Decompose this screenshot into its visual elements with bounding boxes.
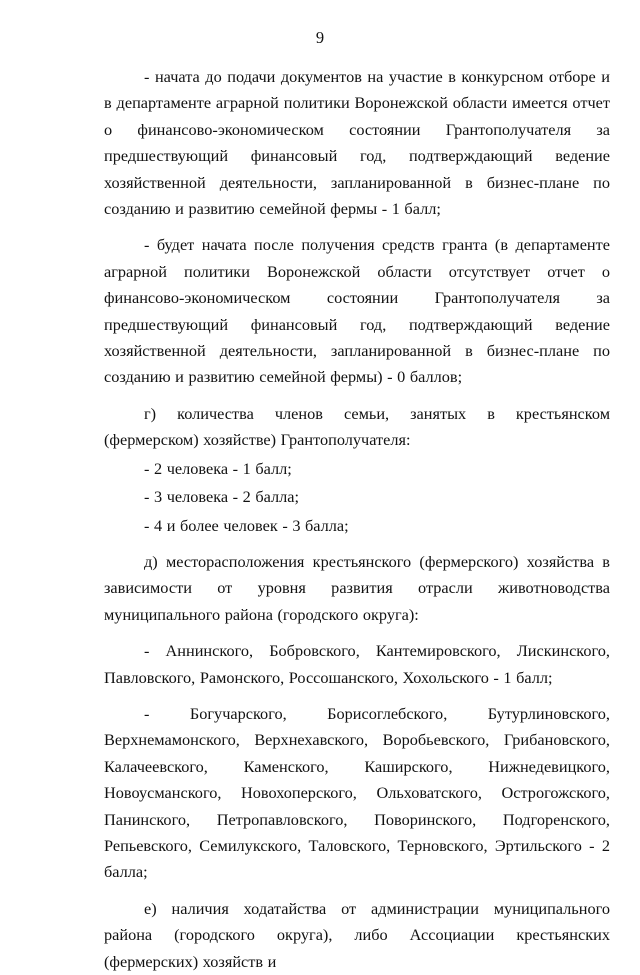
paragraph-petition-criterion: е) наличия ходатайства от администрации муниципального района (городского округа), либо Ассоциации крестьянских (фермерских) хозяйств и <box>104 898 610 971</box>
list-item-districts-two-points: - Богучарского, Борисоглебского, Бутурлиновского, Верхнемамонского, Верхнехавского, Воробьевского, Грибановского, Калачеевского, Каменского, Каширского, Нижнедевицкого, Новоусманского, Новохоперского, Ольховатского, Острогожского, Панинского, Петропавловского, Поворинского, Подгоренского, Репьевского, Семилукского, Таловского, Терновского, Эртильского - 2 балла; <box>104 703 610 882</box>
paragraph-farm-location-criterion: д) месторасположения крестьянского (фермерского) хозяйства в зависимости от уровня развития отрасли животноводства муниципального района (городского округа): <box>104 551 610 624</box>
list-item-four-or-more-persons: - 4 и более человек - 3 балла; <box>144 515 349 535</box>
list-item-districts-one-point: - Аннинского, Бобровского, Кантемировского, Лискинского, Павловского, Рамонского, Россошанского, Хохольского - 1 балл; <box>104 641 610 687</box>
paragraph-family-members-criterion: г) количества членов семьи, занятых в крестьянском (фермерском) хозяйстве) Грантополучателя: <box>104 403 610 450</box>
document-body <box>104 64 610 975</box>
list-item-two-persons: - 2 человека - 1 балл; <box>144 458 292 478</box>
list-item-three-persons: - 3 человека - 2 балла; <box>144 487 300 507</box>
paragraph-started-before-application: - начата до подачи документов на участие в конкурсном отборе и в департаменте аграрной политики Воронежской области имеется отчет о финансово-экономическом состоянии Грантополучателя за предшествующий финансовый год, подтверждающий ведение хозяйственной деятельности, запланированной в бизнес-плане по созданию и развитию семейной фермы - 1 балл; <box>104 67 610 219</box>
paragraph-started-after-grant: - будет начата после получения средств гранта (в департаменте аграрной политики Воронежской области отсутствует отчет о финансово-экономическом состоянии Грантополучателя за предшествующий финансовый год, подтверждающий ведение хозяйственной деятельности, запланированной в бизнес-плане по созданию и развитию семейной фермы) - 0 баллов; <box>104 235 610 387</box>
page-number: 9 <box>315 28 325 47</box>
